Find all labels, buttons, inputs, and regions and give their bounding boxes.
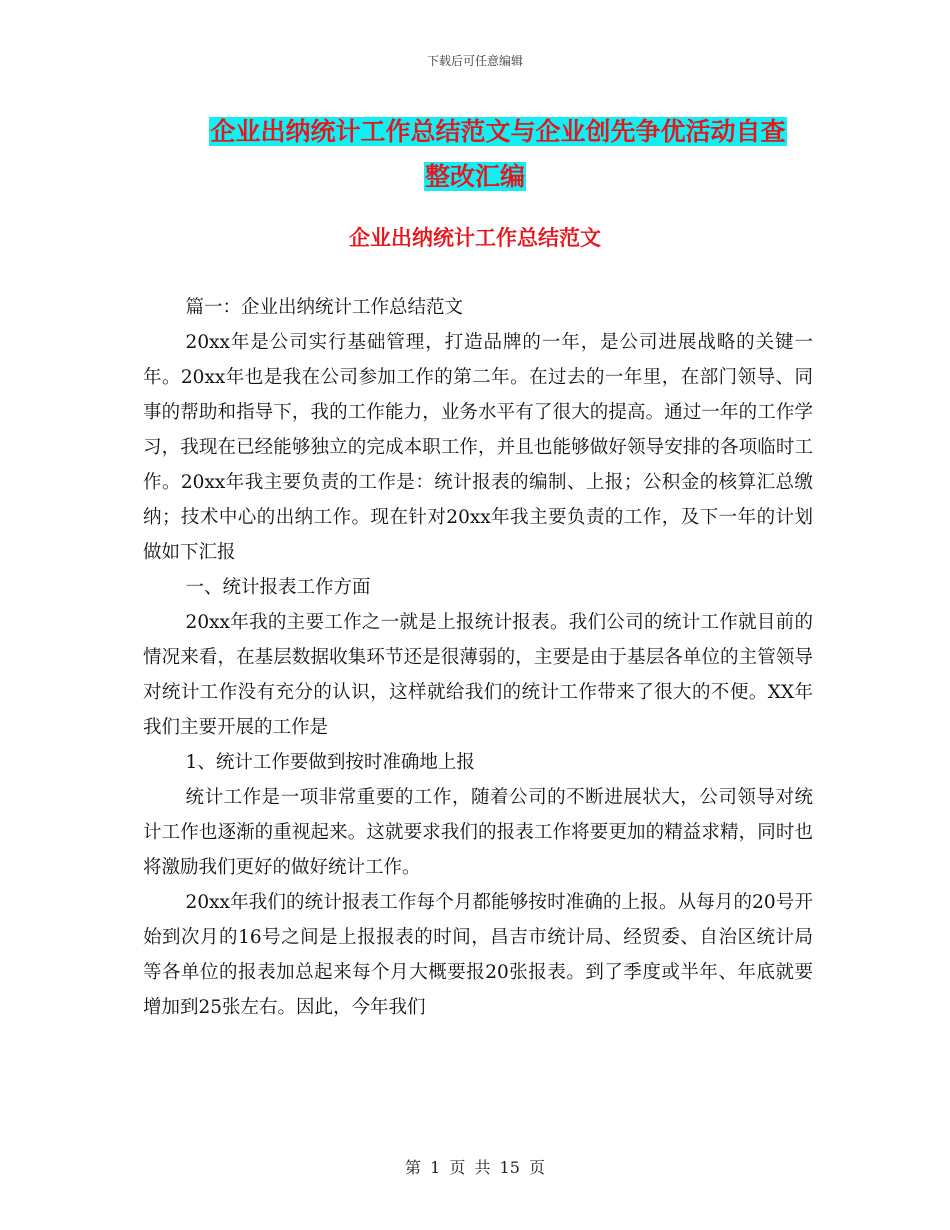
page-number-footer: 第 1 页 共 15 页 — [405, 1158, 545, 1177]
title-highlight-1: 企业出纳统计工作总结范文与企业创先争优活动自查 — [210, 117, 786, 146]
paragraph: 20xx年是公司实行基础管理，打造品牌的一年，是公司进展战略的关键一年。20xx年也是我在公司参加工作的第二年。在过去的一年里，在部门领导、同事的帮助和指导下，我的工作能力，业务水平有了很大的提高。通过一年的工作学习，我现在已经能够独立的完成本职工作，并且也能够做好领导安排的各项临时工作。20xx年我主要负责的工作是：统计报表的编制、上报；公积金的核算汇总缴纳；技术中心的出纳工作。现在针对20xx年我主要负责的工作，及下一年的计划做如下汇报 — [143, 332, 813, 563]
title-highlight-2: 整改汇编 — [424, 162, 525, 191]
paragraph: 统计工作是一项非常重要的工作，随着公司的不断进展状大，公司领导对统计工作也逐渐的重视起来。这就要求我们的报表工作将要更加的精益求精，同时也将激励我们更好的做好统计工作。 — [143, 787, 813, 878]
paragraph-chapter-heading: 篇一：企业出纳统计工作总结范文 — [185, 297, 464, 318]
document-body — [143, 290, 813, 1025]
paragraph: 20xx年我的主要工作之一就是上报统计报表。我们公司的统计工作就目前的情况来看，在基层数据收集环节还是很薄弱的，主要是由于基层各单位的主管领导对统计工作没有充分的认识，这样就给我们的统计工作带来了很大的不便。XX年我们主要开展的工作是 — [143, 612, 813, 738]
document-title-line-2 — [0, 157, 950, 197]
paragraph: 20xx年我们的统计报表工作每个月都能够按时准确的上报。从每月的20号开始到次月的16号之间是上报报表的时间，昌吉市统计局、经贸委、自治区统计局等各单位的报表加总起来每个月大概要报20张报表。到了季度或半年、年底就要增加到25张左右。因此，今年我们 — [143, 892, 813, 1018]
paragraph-subheading: 一、统计报表工作方面 — [185, 577, 371, 598]
document-title-line-1 — [0, 112, 950, 152]
page-header-note: 下载后可任意编辑 — [426, 54, 523, 68]
section-title: 企业出纳统计工作总结范文 — [349, 226, 601, 250]
paragraph-subheading: 1、统计工作要做到按时准确地上报 — [185, 752, 475, 773]
